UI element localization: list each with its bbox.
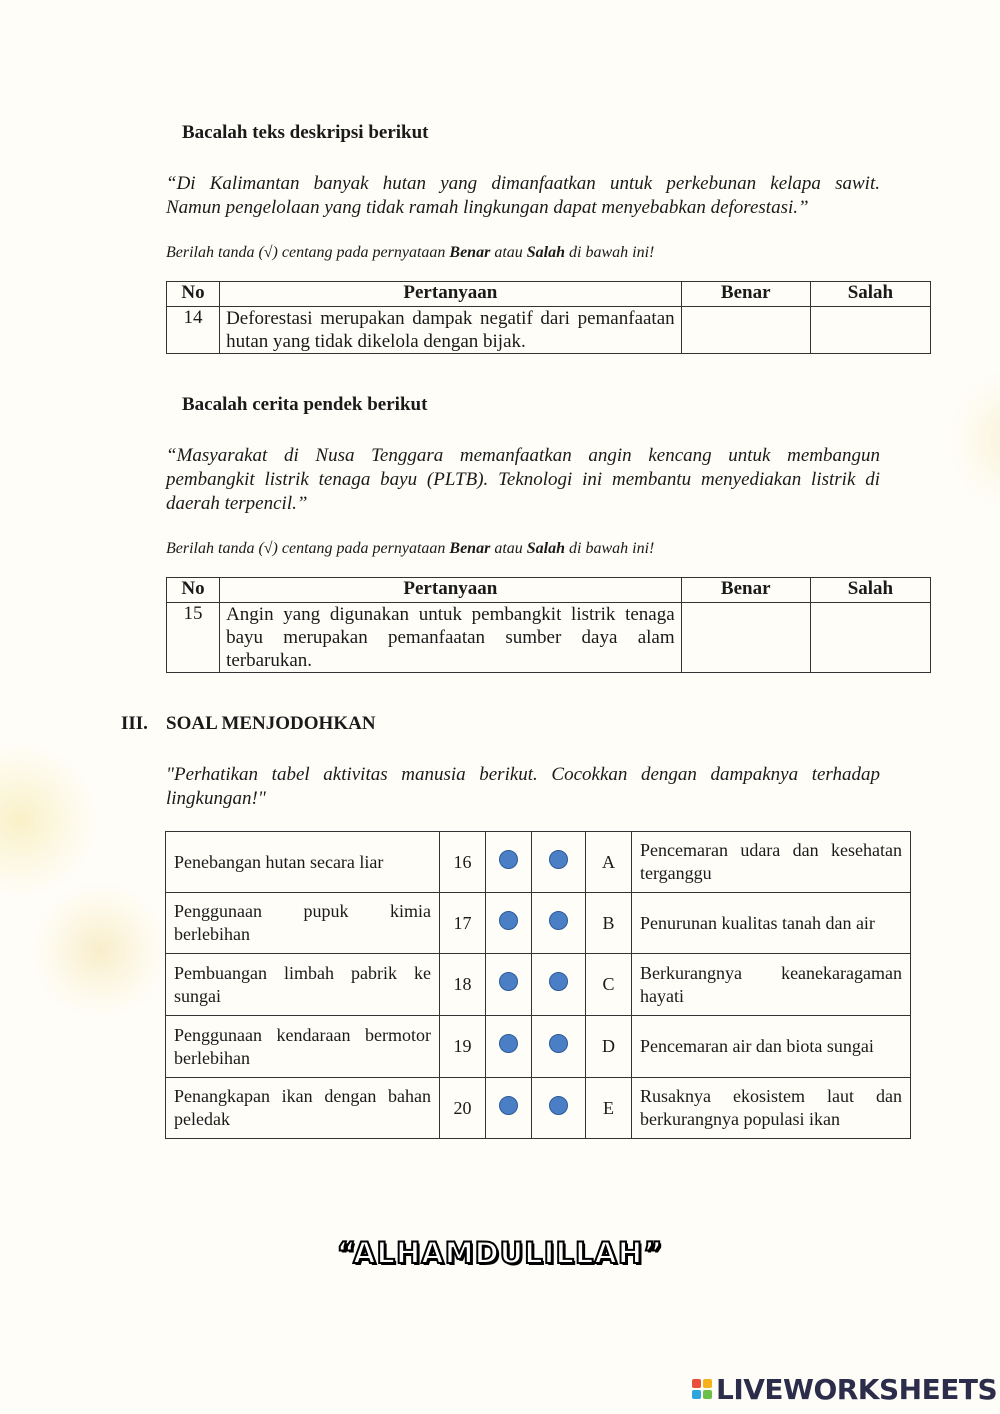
matching-dot-left [486,1016,532,1078]
liveworksheets-brand-name: LIVEWORKSHEETS [716,1372,998,1406]
true-false-table-14 [166,281,931,354]
matching-row [166,954,911,1016]
question-text: Deforestasi merupakan dampak negatif dari pemanfaatan hutan yang tidak dikelola dengan bijak. [220,307,682,354]
matching-letter: D [586,1016,632,1078]
matching-impact: Rusaknya ekosistem laut dan berkurangnya populasi ikan [632,1078,911,1139]
matching-impact: Pencemaran air dan biota sungai [632,1016,911,1078]
instruction-salah: Salah [526,540,566,557]
matching-dot-right [532,954,586,1016]
benar-checkbox-cell[interactable] [681,603,810,673]
section2-instruction [166,540,654,558]
closing-text: “ALHAMDULILLAH” [336,1236,664,1270]
matching-letter: E [586,1078,632,1139]
section3-title: SOAL MENJODOHKAN [166,713,376,734]
match-connector-dot-right[interactable] [549,1034,568,1053]
matching-dot-right [532,1078,586,1139]
section1-heading: Bacalah teks deskripsi berikut [182,122,429,143]
matching-activity: Pembuangan limbah pabrik ke sungai [166,954,440,1016]
question-text: Angin yang digunakan untuk pembangkit listrik tenaga bayu merupakan pemanfaatan sumber daya alam terbarukan. [220,603,682,673]
matching-row [166,1078,911,1139]
col-benar-header: Benar [681,282,810,307]
match-connector-dot-right[interactable] [549,911,568,930]
background-flower-right [950,360,1000,520]
matching-number: 18 [440,954,486,1016]
matching-impact: Berkurangnya keanekaragaman hayati [632,954,911,1016]
matching-activity: Penangkapan ikan dengan bahan peledak [166,1078,440,1139]
background-flower-left-lower [30,880,170,1020]
col-question-header: Pertanyaan [220,282,682,307]
logo-icon-square [692,1379,701,1388]
section1-instruction [166,244,654,262]
match-connector-dot-left[interactable] [499,1034,518,1053]
col-no-header: No [167,578,220,603]
instruction-salah: Salah [526,244,566,261]
matching-row [166,1016,911,1078]
instruction-text: di bawah ini! [565,244,655,261]
instruction-benar: Benar [449,540,491,557]
match-connector-dot-left[interactable] [499,1096,518,1115]
match-connector-dot-right[interactable] [549,972,568,991]
col-salah-header: Salah [810,578,930,603]
section2-quote-line3: daerah terpencil.” [166,493,308,514]
question-number: 15 [167,603,220,673]
matching-impact: Penurunan kualitas tanah dan air [632,893,911,954]
col-no-header: No [167,282,220,307]
background-flower-left [0,740,100,900]
matching-dot-right [532,893,586,954]
section2-heading: Bacalah cerita pendek berikut [182,394,428,415]
matching-number: 17 [440,893,486,954]
matching-dot-left [486,1078,532,1139]
match-connector-dot-left[interactable] [499,850,518,869]
section3-quote-line1: "Perhatikan tabel aktivitas manusia berikut. Cocokkan dengan dampaknya terhadap [166,764,880,785]
section2-quote-line1: “Masyarakat di Nusa Tenggara memanfaatkan angin kencang untuk membangun [166,445,880,466]
section1-quote [166,172,880,220]
matching-activity: Penebangan hutan secara liar [166,832,440,893]
benar-checkbox-cell[interactable] [681,307,810,354]
instruction-benar: Benar [449,244,491,261]
match-connector-dot-right[interactable] [549,850,568,869]
matching-table [165,831,911,1139]
col-salah-header: Salah [810,282,930,307]
section3-quote [166,763,880,811]
section3-quote-line2: lingkungan!" [166,788,266,809]
section1-quote-line2: Namun pengelolaan yang tidak ramah lingkungan dapat menyebabkan deforestasi.” [166,197,809,218]
matching-dot-left [486,893,532,954]
instruction-text: atau [490,244,527,261]
match-connector-dot-right[interactable] [549,1096,568,1115]
matching-row [166,893,911,954]
liveworksheets-logo-icon [692,1379,712,1399]
logo-icon-square [692,1390,701,1399]
instruction-text: di bawah ini! [565,540,655,557]
salah-checkbox-cell[interactable] [810,603,930,673]
liveworksheets-logo [692,1373,997,1405]
matching-letter: C [586,954,632,1016]
matching-dot-right [532,832,586,893]
matching-number: 16 [440,832,486,893]
col-question-header: Pertanyaan [220,578,682,603]
salah-checkbox-cell[interactable] [810,307,930,354]
matching-activity: Penggunaan pupuk kimia berlebihan [166,893,440,954]
instruction-text: atau [490,540,527,557]
section2-quote-line2: pembangkit listrik tenaga bayu (PLTB). Teknologi ini membantu menyediakan listrik di [166,469,880,490]
matching-activity: Penggunaan kendaraan bermotor berlebihan [166,1016,440,1078]
matching-number: 19 [440,1016,486,1078]
matching-letter: A [586,832,632,893]
matching-number: 20 [440,1078,486,1139]
match-connector-dot-left[interactable] [499,911,518,930]
matching-dot-left [486,832,532,893]
instruction-text: Berilah tanda (√) centang pada pernyataan [166,244,450,261]
logo-icon-square [703,1379,712,1388]
section1-quote-line1: “Di Kalimantan banyak hutan yang dimanfaatkan untuk perkebunan kelapa sawit. [166,173,880,194]
true-false-table-15 [166,577,931,673]
col-benar-header: Benar [681,578,810,603]
matching-row [166,832,911,893]
match-connector-dot-left[interactable] [499,972,518,991]
matching-impact: Pencemaran udara dan kesehatan terganggu [632,832,911,893]
matching-letter: B [586,893,632,954]
matching-dot-right [532,1016,586,1078]
instruction-text: Berilah tanda (√) centang pada pernyataan [166,540,450,557]
question-number: 14 [167,307,220,354]
section3-roman-numeral: III. [121,713,148,734]
logo-icon-square [703,1390,712,1399]
matching-dot-left [486,954,532,1016]
section2-quote [166,444,880,516]
